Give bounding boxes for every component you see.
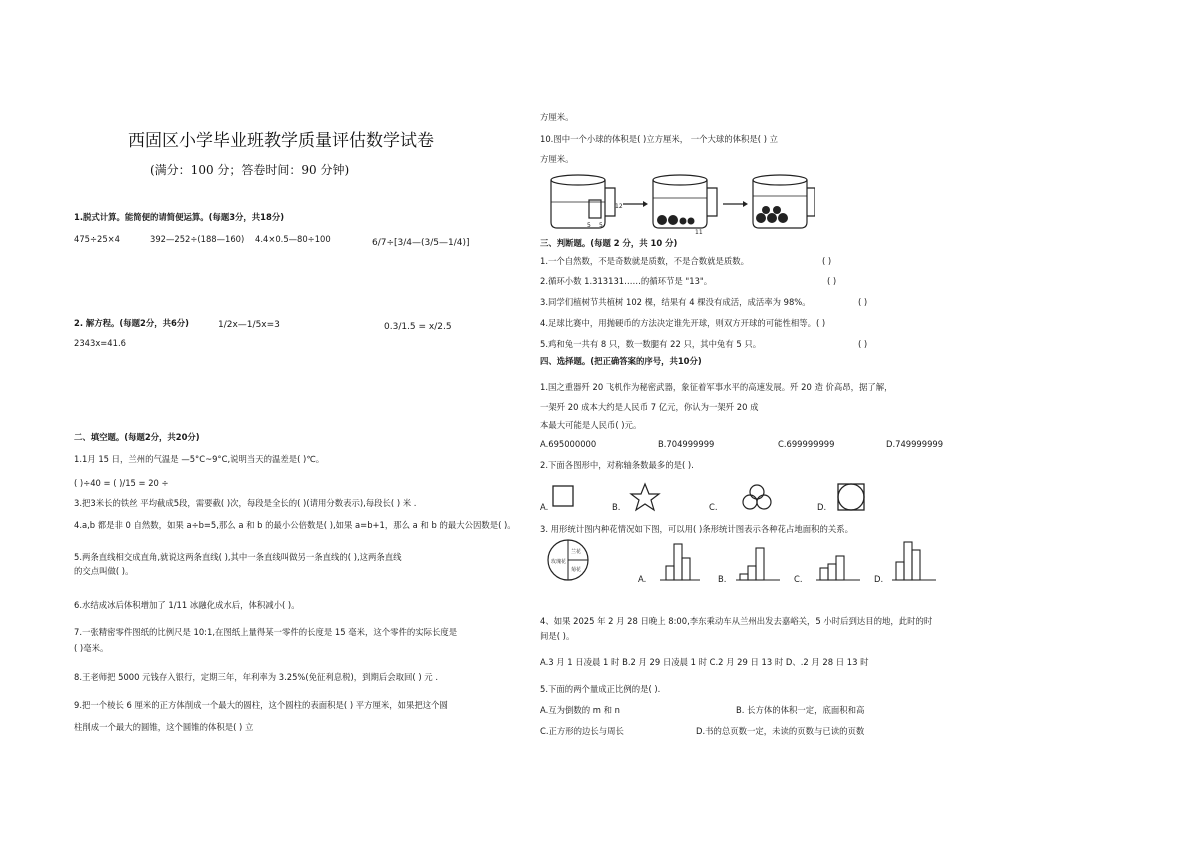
choice-q3: 3. 用形统计图内种花情况如下图，可以用( )条形统计图表示各种花占地面积的关系。 [540,524,853,534]
star-shape [631,484,659,510]
fill-q9-line1: 9.把一个棱长 6 厘米的正方体削成一个最大的圆柱，这个圆柱的表面积是( ) 平方厘米，如果把这个圆 [74,700,448,710]
fill-q2: ( )÷40 = ( )/15 = 20 ÷ [74,478,169,488]
choice-q1-opt-a: A.695000000 [540,439,597,449]
judge-q1: 1.一个自然数，不是奇数就是质数，不是合数就是质数。 [540,256,749,266]
choice-q1-opt-c: C.699999999 [778,439,835,449]
calc-problem-3: 4.4×0.5—80÷100 [255,234,331,244]
three-circles-shape [743,485,771,509]
choice-q1-opt-b: B.704999999 [658,439,715,449]
fill-q6: 6.水结成冰后体积增加了 1/11 冰融化成水后，体积减小( )。 [74,600,300,610]
choice-q3-opt-b: B. [718,574,727,584]
fill-q5-line2: 的交点叫做( )。 [74,566,134,576]
choice-q1-line1: 1.国之重器歼 20 飞机作为秘密武器，象征着军事水平的高速发展。歼 20 造 价高昂，据了解， [540,382,893,392]
fig-label-11: 11 [695,229,703,236]
fill-q7-line2: ( )毫米。 [74,643,109,653]
bar-chart-a [660,544,700,580]
choice-q1-line2: 一架歼 20 成本大约是人民币 7 亿元，你认为一架歼 20 成 [540,402,759,412]
choice-q3-opt-a: A. [638,574,647,584]
choice-q2-opt-a: A. [540,502,549,512]
bar-chart-d [892,542,936,580]
pie-label-chrysanthemum: 菊花 [571,567,582,573]
pie-label-rose: 玫瑰花 [551,559,567,565]
balls-in-beaker-3 [756,206,788,223]
balls-in-beaker-2 [657,215,695,225]
choice-q5-opt-c: C.正方形的边长与周长 [540,726,624,736]
bar-chart-c [816,556,860,580]
beaker-figure [545,170,815,236]
pie-label-orchid: 兰花 [571,549,582,555]
judge-q5-paren[interactable]: ( ) [858,339,868,349]
section-1-heading: 1.脱式计算。能简便的请简便运算。(每题3分，共18分) [74,212,285,222]
choice-q2-opt-d: D. [817,502,827,512]
judge-q2: 2.循环小数 1.313131……的循环节是 "13"。 [540,276,713,286]
pie-chart [548,540,588,580]
fill-q9-line2: 柱削成一个最大的圆锥，这个圆锥的体积是( ) 立 [74,722,254,732]
judge-q4: 4.足球比赛中，用抛硬币的方法决定谁先开球，则双方开球的可能性相等。( ) [540,318,826,328]
section-choice-heading: 四、选择题。(把正确答案的序号，共10分) [540,356,702,366]
fill-q1: 1.1月 15 日，兰州的气温是 —5°C~9°C,说明当天的温差是( )℃。 [74,454,325,464]
choice-q2: 2.下面各图形中，对称轴条数最多的是( ). [540,460,694,470]
judge-q5: 5.鸡和兔一共有 8 只，数一数腿有 22 只，其中兔有 5 只。 [540,339,762,349]
exam-subtitle: (满分：100 分；答卷时间：90 分钟) [150,163,350,177]
section-3-heading: 二、填空题。(每题2分，共20分) [74,432,200,442]
fill-q5-line1: 5.两条直线相交成直角,就说这两条直线( ),其中一条直线叫做另一条直线的( ),这两条直线 [74,552,402,562]
fig-label-12: 12 [615,203,623,210]
judge-q3: 3.同学们植树节共植树 102 棵，结果有 4 棵没有成活，成活率为 98%。 [540,297,811,307]
fill-q9-line3: 方厘米。 [540,112,574,122]
choice-q3-opt-d: D. [874,574,884,584]
choice-q1-opt-d: D.749999999 [886,439,944,449]
calc-problem-1: 475÷25×4 [74,234,121,244]
choice-q2-opt-b: B. [612,502,621,512]
choice-q5: 5.下面的两个量成正比例的是( ). [540,684,661,694]
circle-in-square-shape [838,484,864,510]
fill-q3: 3.把3米长的铁丝 平均截成5段，需要截( )次，每段是全长的( )(请用分数表示),每段长( ) 米 . [74,498,417,508]
judge-q3-paren[interactable]: ( ) [858,297,868,307]
judge-q2-paren[interactable]: ( ) [827,276,837,286]
choice-q4-line2: 间是( )。 [540,631,575,641]
bar-chart-b [736,548,780,580]
exam-title: 西固区小学毕业班教学质量评估数学试卷 [128,131,434,151]
judge-q1-paren[interactable]: ( ) [822,256,832,266]
equation-1: 1/2x—1/5x=3 [218,320,280,330]
fig-label-5a: 5 [587,222,591,229]
choice-q4-options: A.3 月 1 日凌晨 1 时 B.2 月 29 日凌晨 1 时 C.2 月 29 日 13 时 D、.2 月 28 日 13 时 [540,657,869,667]
square-shape [553,486,573,506]
fill-q7-line1: 7.一张精密零件图纸的比例尺是 10:1,在图纸上量得某一零件的长度是 15 毫米，这个零件的实际长度是 [74,627,458,637]
choice-q3-opt-c: C. [794,574,803,584]
symmetry-shapes [548,480,888,514]
choice-q1-line3: 本最大可能是人民币( )元。 [540,420,642,430]
choice-q2-opt-c: C. [709,502,718,512]
fill-q4: 4.a,b 都是非 0 自然数，如果 a÷b=5,那么 a 和 b 的最小公倍数是( ),如果 a=b+1，那么 a 和 b 的最大公因数是( )。 [74,520,516,530]
fig-label-5b: 5 [599,222,603,229]
section-2-heading: 2. 解方程。(每题2分，共6分) [74,318,189,328]
choice-q4-line1: 4、如果 2025 年 2 月 28 日晚上 8:00,李东乘动车从兰州出发去嘉峪关，5 小时后到达目的地，此时的时 [540,616,933,626]
calc-problem-2: 392—252÷(188—160) [150,234,245,244]
fill-q8: 8.王老师把 5000 元钱存入银行，定期三年，年利率为 3.25%(免征利息税)，到期后会取回( ) 元 . [74,672,438,682]
section-judge-heading: 三、判断题。(每题 2 分，共 10 分) [540,238,678,248]
equation-3: 2343x=41.6 [74,338,126,348]
calc-problem-4: 6/7÷[3/4—(3/5—1/4)] [372,238,470,248]
fill-q10-line2: 方厘米。 [540,154,574,164]
choice-q5-opt-d: D.书的总页数一定，未读的页数与已读的页数 [696,726,865,736]
choice-q5-opt-b: B. 长方体的体积一定，底面积和高 [736,705,865,715]
fill-q10-line1: 10.图中一个小球的体积是( )立方厘米， 一个大球的体积是( ) 立 [540,134,779,144]
equation-2: 0.3/1.5 = x/2.5 [384,322,452,332]
beaker-1 [551,175,615,228]
choice-q5-opt-a: A.互为倒数的 m 和 n [540,705,620,715]
